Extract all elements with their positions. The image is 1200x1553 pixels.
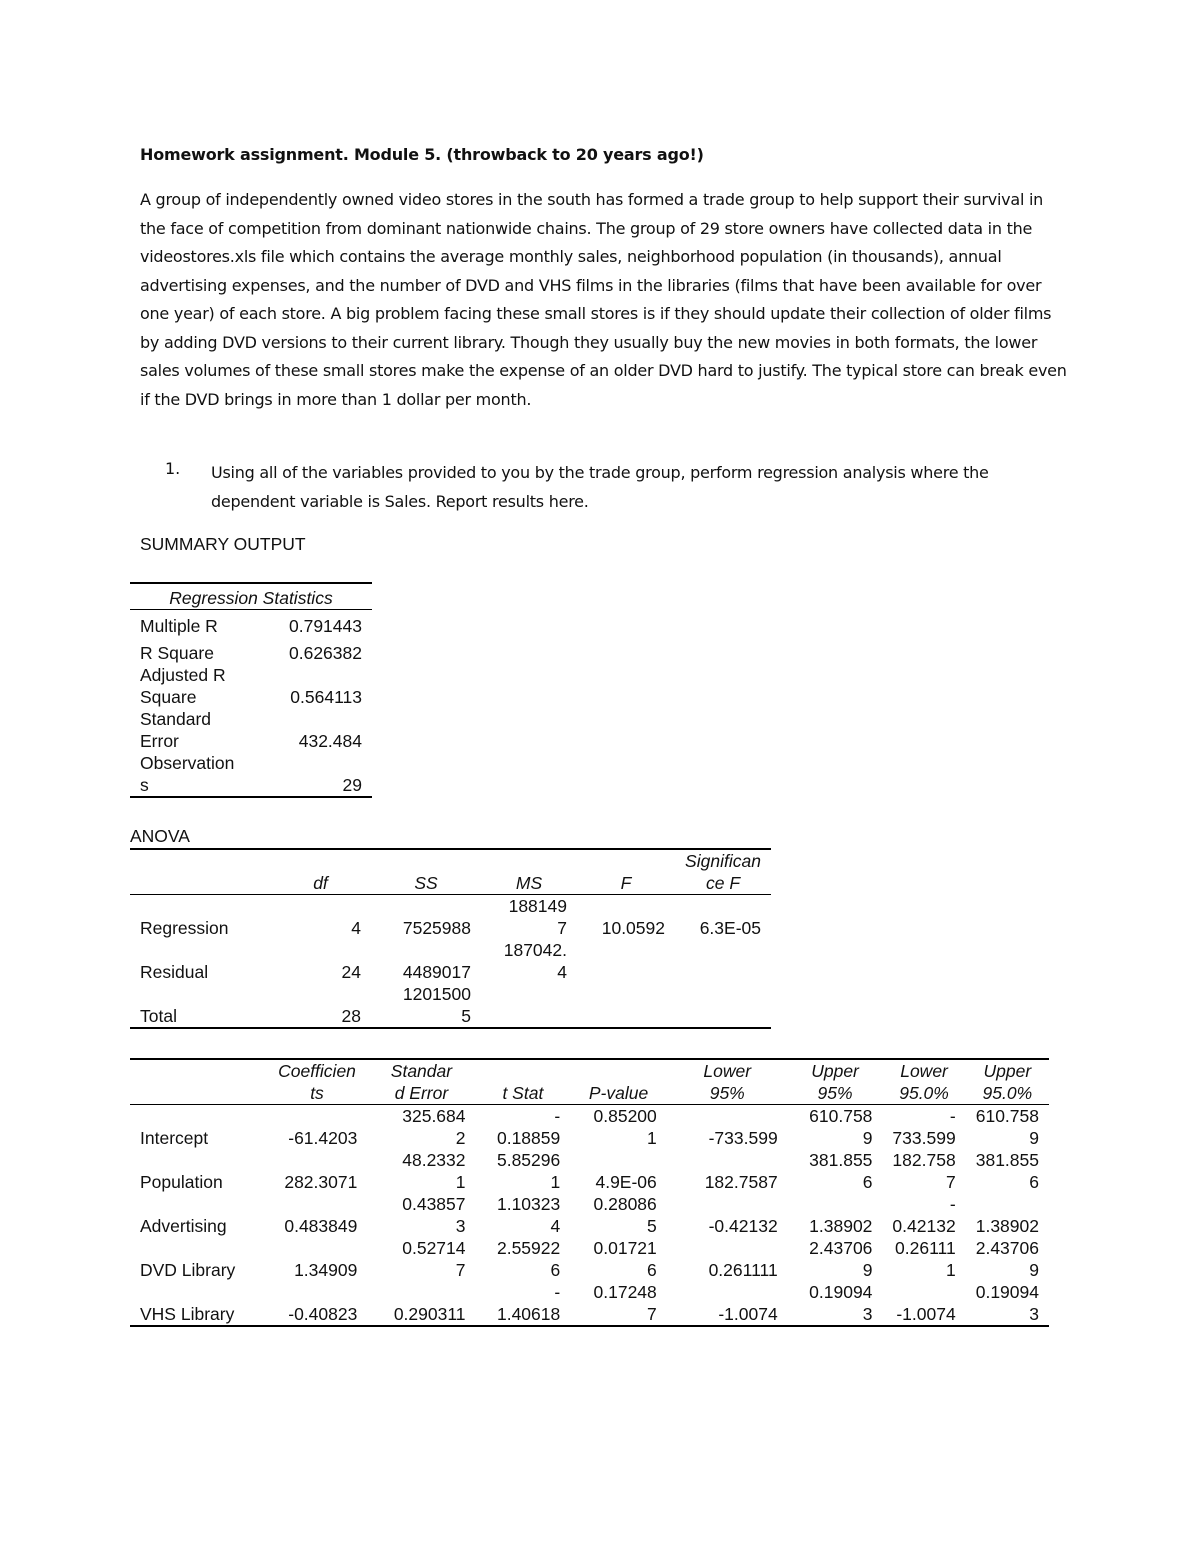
coef-cell: -0.40823 xyxy=(288,1304,358,1324)
anova-row-label: Residual xyxy=(140,962,209,982)
coef-cell: 2.43706 9 xyxy=(975,1238,1039,1280)
anova-cell: 1201500 5 xyxy=(402,984,471,1026)
coef-cell: -61.4203 xyxy=(288,1128,358,1148)
coef-header-cell: Coefficien ts xyxy=(278,1061,356,1103)
coef-cell: 182.758 7 xyxy=(892,1150,956,1192)
anova-cell xyxy=(675,939,771,983)
coef-header-cell: P-value xyxy=(588,1083,649,1103)
coef-cell: 4.9E-06 xyxy=(595,1172,657,1192)
coef-cell: 1.38902 xyxy=(809,1216,873,1236)
question-text: Using all of the variables provided to you by the trade group, perform regression analysis where the dependent variable is Sales. Report results here. xyxy=(211,463,989,511)
coef-cell: 182.7587 xyxy=(704,1172,778,1192)
table-row xyxy=(130,939,771,983)
coefficients-table xyxy=(130,1058,1049,1327)
stat-value: 29 xyxy=(342,774,362,795)
table-row xyxy=(130,1149,1049,1193)
coef-header-cell: Upper 95.0% xyxy=(982,1061,1033,1103)
table-row xyxy=(130,610,372,637)
anova-cell: 4489017 xyxy=(402,962,471,982)
coef-cell: 1.38902 xyxy=(975,1216,1039,1236)
coef-cell: 381.855 6 xyxy=(975,1150,1039,1192)
coef-cell: 282.3071 xyxy=(284,1172,358,1192)
coef-row-label: DVD Library xyxy=(140,1260,236,1280)
table-row xyxy=(130,1237,1049,1281)
coef-header-cell: Upper 95% xyxy=(811,1061,859,1103)
coef-cell: - 0.42132 xyxy=(892,1194,956,1236)
anova-header-cell: MS xyxy=(515,873,543,893)
coef-cell: -1.0074 xyxy=(718,1304,778,1324)
coef-cell: -733.599 xyxy=(708,1128,778,1148)
table-row xyxy=(130,1193,1049,1237)
stat-label: Standard Error xyxy=(140,708,212,751)
question-number: 1. xyxy=(165,459,181,478)
coef-cell: 325.684 2 xyxy=(402,1106,466,1148)
stat-label: Adjusted R Square xyxy=(140,664,226,707)
coef-cell: - 1.40618 xyxy=(496,1282,561,1324)
coef-cell: 0.52714 7 xyxy=(402,1238,466,1280)
anova-row-label: Regression xyxy=(140,918,229,938)
coef-row-label: Population xyxy=(140,1172,223,1192)
coef-cell: 48.2332 1 xyxy=(402,1150,466,1192)
stat-label: Observation s xyxy=(140,752,235,795)
coef-cell: 381.855 6 xyxy=(809,1150,873,1192)
coef-header-cell: t Stat xyxy=(502,1083,544,1103)
coef-cell: 1.34909 xyxy=(294,1260,358,1280)
stat-label: Multiple R xyxy=(140,615,218,636)
coef-cell: -1.0074 xyxy=(896,1304,956,1324)
coef-cell: 2.55922 6 xyxy=(496,1238,561,1280)
coef-row-label: VHS Library xyxy=(140,1304,235,1324)
coef-cell: 0.43857 3 xyxy=(402,1194,466,1236)
coef-cell: 0.261111 xyxy=(708,1260,778,1280)
stat-label: R Square xyxy=(140,642,214,663)
table-row xyxy=(130,664,372,708)
anova-header-cell: Significan ce F xyxy=(685,851,761,893)
coef-cell: 1.10323 4 xyxy=(496,1194,561,1236)
anova-row-label: Total xyxy=(140,1006,177,1026)
coef-header-cell: Lower 95% xyxy=(703,1061,752,1103)
regression-stats-table xyxy=(130,582,372,798)
coef-cell: 0.290311 xyxy=(393,1304,466,1324)
stat-value: 0.564113 xyxy=(290,686,362,707)
coef-row-label: Intercept xyxy=(140,1128,209,1148)
anova-cell xyxy=(481,983,577,1028)
assignment-heading: Homework assignment. Module 5. (throwback to 20 years ago!) xyxy=(140,145,704,164)
coef-cell: 0.483849 xyxy=(284,1216,358,1236)
anova-cell xyxy=(577,939,675,983)
table-row xyxy=(130,752,372,797)
coef-header-cell xyxy=(130,1059,267,1105)
table-row xyxy=(130,1281,1049,1326)
coef-cell: 0.19094 3 xyxy=(975,1282,1039,1324)
table-row xyxy=(130,708,372,752)
anova-header-cell: df xyxy=(313,873,328,893)
summary-output-label: SUMMARY OUTPUT xyxy=(140,534,306,554)
coef-cell: - 0.18859 xyxy=(496,1106,561,1148)
coef-row-label: Advertising xyxy=(140,1216,227,1236)
anova-cell: 187042. 4 xyxy=(503,940,567,982)
anova-cell: 10.0592 xyxy=(601,918,665,938)
stat-value: 0.791443 xyxy=(289,615,362,636)
coef-header-cell: Lower 95.0% xyxy=(899,1061,949,1103)
anova-cell: 188149 7 xyxy=(508,896,567,938)
intro-paragraph: A group of independently owned video stores in the south has formed a trade group to help support their survival in the face of competition from dominant nationwide chains. The group of 29 store owners have collected data in the videostores.xls file which contains the average monthly sales, neighborhood population (in thousands), annual advertising expenses, and the number of DVD and VHS films in the libraries (films that have been available for over one year) of each store. A big problem facing these small stores is if they should update their collection of older films by adding DVD versions to their current library. Though they usually buy the new movies in both formats, the lower sales volumes of these small stores make the expense of an older DVD hard to justify. The typical store can break even if the DVD brings in more than 1 dollar per month. xyxy=(140,190,1067,409)
table-row xyxy=(130,1105,1049,1150)
anova-table xyxy=(130,848,771,1029)
anova-cell: 6.3E-05 xyxy=(699,918,761,938)
coef-cell: 0.01721 6 xyxy=(593,1238,657,1280)
table-row xyxy=(130,895,771,940)
coef-cell: 0.28086 5 xyxy=(593,1194,657,1236)
table-row xyxy=(130,983,771,1028)
coef-cell: 5.85296 1 xyxy=(496,1150,561,1192)
anova-cell: 4 xyxy=(351,918,361,938)
coef-cell: 0.85200 1 xyxy=(593,1106,657,1148)
anova-cell xyxy=(675,983,771,1028)
coef-cell: 2.43706 9 xyxy=(809,1238,873,1280)
regression-stats-header: Regression Statistics xyxy=(169,588,333,608)
anova-cell: 28 xyxy=(341,1006,361,1026)
anova-header-cell: F xyxy=(620,873,632,893)
coef-header-cell: Standar d Error xyxy=(390,1061,453,1103)
table-row xyxy=(130,637,372,664)
anova-header-cell: SS xyxy=(414,873,438,893)
stat-value: 432.484 xyxy=(298,730,362,751)
coef-cell: 610.758 9 xyxy=(975,1106,1039,1148)
coef-cell: - 733.599 xyxy=(892,1106,956,1148)
coef-cell: 0.17248 7 xyxy=(593,1282,657,1324)
anova-header-cell xyxy=(130,849,270,895)
coef-cell: 0.19094 3 xyxy=(809,1282,873,1324)
coef-cell: 0.26111 1 xyxy=(895,1238,956,1280)
coef-cell: 610.758 9 xyxy=(809,1106,873,1148)
anova-cell xyxy=(577,983,675,1028)
stat-value: 0.626382 xyxy=(289,642,362,663)
anova-cell: 7525988 xyxy=(402,918,471,938)
anova-cell: 24 xyxy=(341,962,361,982)
coef-cell: -0.42132 xyxy=(708,1216,778,1236)
anova-label: ANOVA xyxy=(130,826,190,846)
